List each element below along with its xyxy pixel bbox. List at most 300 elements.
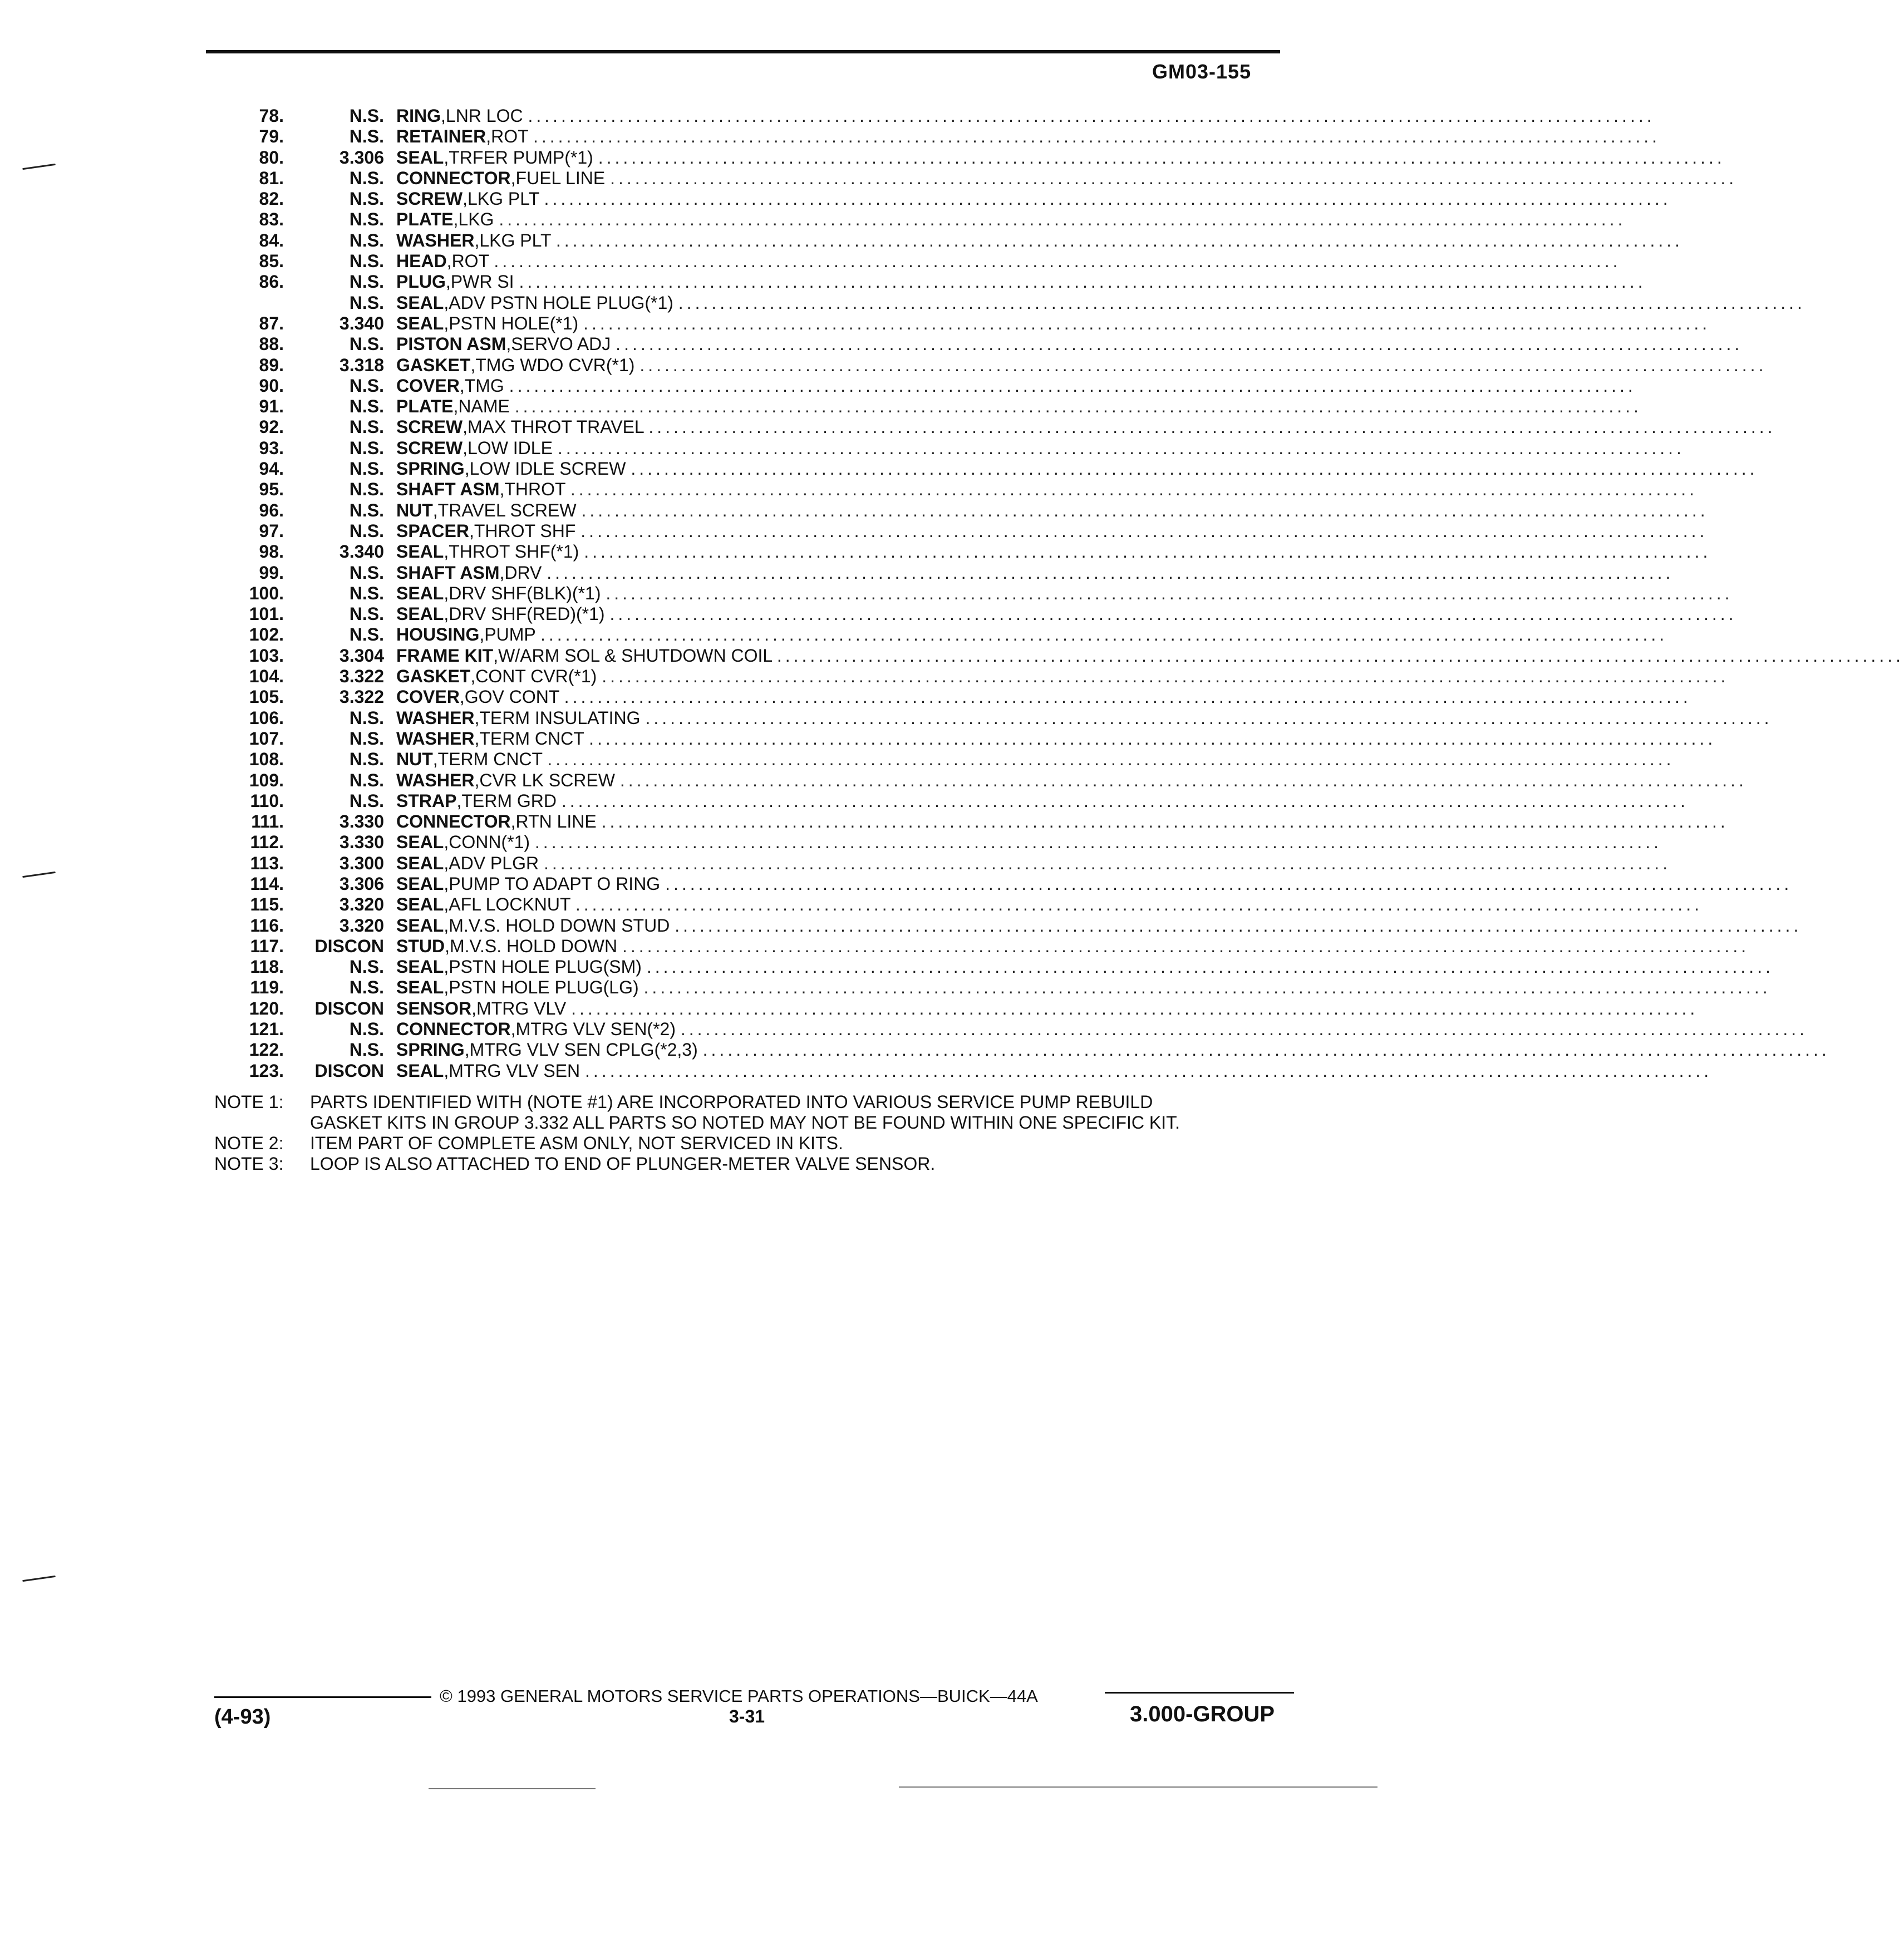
part-noun: WASHER <box>396 728 475 749</box>
part-description <box>396 459 1758 479</box>
item-number: 113. <box>250 853 284 873</box>
item-number: 91. <box>259 396 284 417</box>
part-noun: GASKET <box>396 666 471 687</box>
item-number: 104. <box>249 666 284 687</box>
dot-leader: ........................................................................................................................................ <box>598 147 1725 168</box>
group-code: N.S. <box>349 957 384 977</box>
dot-leader: ........................................................................................................................................ <box>509 375 1636 396</box>
part-row <box>223 624 1668 645</box>
part-noun: COVER <box>396 375 460 396</box>
part-description <box>396 873 1793 894</box>
note <box>214 1133 1300 1154</box>
item-number: 101. <box>249 604 284 624</box>
part-noun: FRAME KIT <box>396 645 494 666</box>
dot-leader: ........................................................................................................................................ <box>680 1019 1808 1040</box>
part-description <box>396 915 1802 936</box>
part-description <box>396 375 1636 396</box>
part-row <box>223 126 1661 147</box>
item-number: 116. <box>250 915 284 936</box>
dot-leader: ........................................................................................................................................ <box>581 500 1709 520</box>
part-qualifier: ,DRV SHF(BLK)(*1) <box>444 583 601 603</box>
part-noun: SEAL <box>396 873 444 894</box>
part-qualifier: ,THROT SHF(*1) <box>444 542 579 562</box>
part-description <box>396 209 1626 230</box>
group-code: 3.320 <box>339 915 384 936</box>
part-row <box>223 459 1758 479</box>
part-qualifier: ,TRAVEL SCREW <box>432 500 577 520</box>
part-qualifier: ,PWR SI <box>445 272 514 292</box>
part-qualifier: ,MAX THROT TRAVEL <box>463 417 644 437</box>
part-qualifier: ,M.V.S. HOLD DOWN STUD <box>444 915 670 936</box>
part-row <box>223 687 1691 707</box>
dot-leader: ........................................................................................................................................ <box>557 437 1685 458</box>
scan-line <box>429 1788 596 1789</box>
part-row <box>223 873 1793 894</box>
part-row <box>223 479 1698 500</box>
part-description <box>396 936 1750 957</box>
dot-leader: ........................................................................................................................................ <box>678 292 1805 313</box>
item-number: 87. <box>259 313 284 333</box>
part-row <box>223 520 1708 542</box>
group-code: DISCON <box>314 998 384 1018</box>
part-row <box>223 666 1729 687</box>
part-qualifier: ,DRV <box>499 562 542 583</box>
group-code: 3.322 <box>339 666 384 687</box>
part-noun: WASHER <box>396 707 475 728</box>
item-number: 118. <box>250 957 284 977</box>
part-description <box>396 687 1691 707</box>
part-description <box>396 126 1661 147</box>
group-code: 3.306 <box>339 873 384 894</box>
part-noun: SHAFT ASM <box>396 479 500 500</box>
group-code: N.S. <box>349 375 384 396</box>
dot-leader: ........................................................................................................................................ <box>519 272 1646 292</box>
part-row <box>223 251 1621 272</box>
part-description <box>396 542 1711 562</box>
part-description <box>396 728 1716 749</box>
part-noun: PLUG <box>396 272 446 292</box>
note-text: ITEM PART OF COMPLETE ASM ONLY, NOT SERVICED IN KITS. <box>310 1133 843 1153</box>
group-code: N.S. <box>349 583 384 603</box>
item-number: 90. <box>259 375 284 396</box>
part-qualifier: ,TERM CNCT <box>474 728 584 749</box>
part-description <box>396 624 1668 645</box>
part-row <box>223 728 1716 749</box>
item-number: 123. <box>249 1060 284 1081</box>
part-row <box>223 811 1729 832</box>
group-code: N.S. <box>349 728 384 749</box>
item-number: 100. <box>249 583 284 603</box>
dot-leader: ........................................................................................................................................ <box>584 542 1711 562</box>
dot-leader: ........................................................................................................................................ <box>585 1060 1713 1081</box>
part-row <box>223 106 1655 126</box>
part-qualifier: ,PSTN HOLE(*1) <box>444 313 579 333</box>
note-label: NOTE 2: <box>214 1133 284 1153</box>
part-row <box>223 500 1709 521</box>
group-code: N.S. <box>349 126 384 147</box>
group-code: N.S. <box>349 500 384 520</box>
item-number: 80. <box>259 147 284 168</box>
part-row <box>223 437 1685 459</box>
group-code: N.S. <box>349 520 384 541</box>
part-noun: COVER <box>396 687 460 707</box>
item-number: 111. <box>251 811 284 832</box>
part-description <box>396 1060 1713 1081</box>
part-qualifier: ,NAME <box>453 396 510 417</box>
part-qualifier: ,PSTN HOLE PLUG(LG) <box>444 977 639 998</box>
group-code: 3.320 <box>339 894 384 915</box>
group-code: N.S. <box>349 272 384 292</box>
dot-leader: ........................................................................................................................................ <box>610 168 1738 188</box>
group-code: 3.340 <box>339 542 384 562</box>
item-number: 96. <box>259 500 284 520</box>
note-label: NOTE 3: <box>214 1154 284 1174</box>
part-description <box>396 396 1642 417</box>
dot-leader: ........................................................................................................................................ <box>606 583 1733 603</box>
part-noun: SCREW <box>396 437 463 458</box>
part-qualifier: ,MTRG VLV SEN(*2) <box>510 1019 676 1040</box>
dot-leader: ........................................................................................................................................ <box>564 687 1691 707</box>
dot-leader: ........................................................................................................................................ <box>571 998 1699 1018</box>
part-row <box>223 542 1711 562</box>
group-code: N.S. <box>349 770 384 790</box>
part-row <box>223 209 1626 230</box>
part-qualifier: ,M.V.S. HOLD DOWN <box>445 936 618 956</box>
part-noun: WASHER <box>396 770 475 790</box>
part-row <box>223 749 1675 770</box>
part-qualifier: ,TERM GRD <box>456 790 557 811</box>
part-qualifier: ,ROT <box>486 126 529 147</box>
part-description <box>396 957 1774 977</box>
part-noun: SEAL <box>396 832 444 853</box>
part-noun: PLATE <box>396 396 454 417</box>
part-row <box>223 292 1805 313</box>
note-label: NOTE 1: <box>214 1092 284 1112</box>
part-row <box>223 334 1743 355</box>
item-number: 122. <box>249 1040 284 1060</box>
part-row <box>223 272 1646 292</box>
part-noun: SPRING <box>396 1040 465 1060</box>
part-noun: SCREW <box>396 417 463 437</box>
note <box>214 1092 1300 1133</box>
part-description <box>396 894 1703 915</box>
item-number: 114. <box>250 873 284 894</box>
group-code: N.S. <box>349 479 384 500</box>
part-description <box>396 998 1699 1019</box>
item-number: 102. <box>249 624 284 645</box>
part-description <box>396 1040 1830 1060</box>
part-description <box>396 417 1776 437</box>
part-noun: NUT <box>396 749 433 770</box>
part-description <box>396 437 1685 459</box>
part-noun: PLATE <box>396 209 454 230</box>
dot-leader: ........................................................................................................................................ <box>645 707 1773 728</box>
item-number: 78. <box>259 106 284 126</box>
part-row <box>223 355 1767 376</box>
part-description <box>396 853 1671 874</box>
part-noun: HEAD <box>396 251 447 272</box>
part-noun: SEAL <box>396 853 444 873</box>
dot-leader: ........................................................................................................................................ <box>648 417 1776 437</box>
part-description <box>396 355 1767 376</box>
dot-leader: ........................................................................................................................................ <box>528 106 1655 126</box>
dot-leader: ........................................................................................................................................ <box>570 479 1698 500</box>
part-qualifier: ,PUMP TO ADAPT O RING <box>444 873 661 894</box>
copyright-line: © 1993 GENERAL MOTORS SERVICE PARTS OPERATIONS—BUICK—44A <box>440 1686 1038 1706</box>
scan-line <box>899 1786 1377 1788</box>
part-noun: SHAFT ASM <box>396 562 500 583</box>
dot-leader: ........................................................................................................................................ <box>622 936 1750 956</box>
part-row <box>223 977 1771 998</box>
part-qualifier: ,LNR LOC <box>441 106 523 126</box>
part-description <box>396 500 1709 521</box>
item-number: 120. <box>249 998 284 1018</box>
item-number: 109. <box>249 770 284 790</box>
part-description <box>396 811 1729 832</box>
item-number: 98. <box>259 542 284 562</box>
part-description <box>396 1019 1808 1040</box>
part-description <box>396 230 1684 251</box>
part-row <box>223 998 1699 1019</box>
part-qualifier: ,TMG <box>459 375 504 396</box>
part-qualifier: ,ADV PLGR <box>444 853 539 873</box>
part-description <box>396 106 1655 126</box>
part-noun: SPRING <box>396 459 465 479</box>
part-description <box>396 520 1708 542</box>
item-number: 94. <box>259 459 284 479</box>
group-code: DISCON <box>314 936 384 956</box>
part-qualifier: ,TRFER PUMP(*1) <box>444 147 593 168</box>
part-noun: RETAINER <box>396 126 486 147</box>
group-code: N.S. <box>349 437 384 458</box>
item-number: 95. <box>259 479 284 500</box>
part-row <box>223 957 1774 977</box>
part-qualifier: ,CONN(*1) <box>444 832 530 853</box>
part-row <box>223 915 1802 936</box>
dot-leader: ........................................................................................................................................ <box>639 355 1767 375</box>
part-row <box>223 583 1733 604</box>
part-description <box>396 334 1743 355</box>
dot-leader: ........................................................................................................................................ <box>547 749 1675 770</box>
part-noun: SEAL <box>396 292 444 313</box>
part-description <box>396 313 1711 334</box>
dot-leader: ........................................................................................................................................ <box>543 853 1671 873</box>
group-code: N.S. <box>349 707 384 728</box>
item-number: 93. <box>259 437 284 458</box>
group-code: N.S. <box>349 209 384 230</box>
part-row <box>223 396 1642 417</box>
part-noun: WASHER <box>396 230 475 250</box>
part-description <box>396 645 1904 666</box>
page-number: 3-31 <box>729 1706 765 1726</box>
scan-mark <box>22 164 56 170</box>
part-noun: HOUSING <box>396 624 480 645</box>
group-code: N.S. <box>349 790 384 811</box>
item-number: 81. <box>259 168 284 188</box>
group-code: N.S. <box>349 977 384 998</box>
group-code: N.S. <box>349 417 384 437</box>
part-qualifier: ,MTRG VLV <box>471 998 567 1018</box>
item-number: 97. <box>259 520 284 541</box>
part-qualifier: ,TERM CNCT <box>432 749 543 770</box>
part-qualifier: ,TMG WDO CVR(*1) <box>470 355 635 375</box>
part-row <box>223 1040 1830 1060</box>
item-number: 107. <box>249 728 284 749</box>
part-qualifier: ,TERM INSULATING <box>474 707 641 728</box>
group-code: N.S. <box>349 396 384 417</box>
part-qualifier: ,CVR LK SCREW <box>474 770 615 790</box>
dot-leader: ........................................................................................................................................ <box>665 873 1793 894</box>
part-row <box>223 853 1671 874</box>
item-number: 105. <box>249 687 284 707</box>
part-qualifier: ,LOW IDLE SCREW <box>464 459 626 479</box>
group-code: N.S. <box>349 624 384 645</box>
group-code: 3.340 <box>339 313 384 333</box>
group-code: N.S. <box>349 334 384 355</box>
part-noun: SPACER <box>396 520 469 541</box>
item-number: 82. <box>259 189 284 209</box>
scan-mark <box>22 1576 56 1582</box>
dot-leader: ........................................................................................................................................ <box>631 459 1758 479</box>
dot-leader: ........................................................................................................................................ <box>583 313 1711 333</box>
item-number: 88. <box>259 334 284 355</box>
item-number: 112. <box>250 832 284 853</box>
part-noun: PISTON ASM <box>396 334 506 355</box>
note <box>214 1154 1300 1174</box>
item-number: 110. <box>250 790 284 811</box>
part-description <box>396 147 1725 168</box>
part-qualifier: ,RTN LINE <box>510 811 597 832</box>
group-code: N.S. <box>349 604 384 624</box>
item-number: 85. <box>259 251 284 272</box>
part-description <box>396 479 1698 500</box>
part-description <box>396 251 1621 272</box>
group-code: N.S. <box>349 189 384 209</box>
part-row <box>223 790 1689 811</box>
dot-leader: ........................................................................................................................................ <box>643 977 1771 998</box>
item-number: 92. <box>259 417 284 437</box>
part-description <box>396 707 1773 729</box>
group-code: N.S. <box>349 1040 384 1060</box>
part-row <box>223 147 1725 168</box>
group-code: 3.318 <box>339 355 384 375</box>
part-description <box>396 292 1805 313</box>
part-noun: RING <box>396 106 441 126</box>
part-qualifier: ,MTRG VLV SEN CPLG(*2,3) <box>464 1040 698 1060</box>
item-number: 115. <box>250 894 284 915</box>
group-code: 3.304 <box>339 645 384 666</box>
footer-rule-right <box>1105 1692 1294 1694</box>
part-description <box>396 189 1671 209</box>
part-qualifier: ,GOV CONT <box>459 687 559 707</box>
item-number: 79. <box>259 126 284 147</box>
part-qualifier: ,LKG PLT <box>474 230 551 250</box>
part-noun: SEAL <box>396 915 444 936</box>
item-number: 89. <box>259 355 284 375</box>
part-noun: CONNECTOR <box>396 1019 511 1040</box>
dot-leader: ........................................................................................................................................ <box>514 396 1642 417</box>
part-noun: STUD <box>396 936 445 956</box>
dot-leader: ........................................................................................................................................ <box>540 624 1668 645</box>
part-qualifier: ,PUMP <box>479 624 536 645</box>
part-qualifier: ,ADV PSTN HOLE PLUG(*1) <box>444 292 673 313</box>
item-number: 86. <box>259 272 284 292</box>
group-code: N.S. <box>349 459 384 479</box>
group-code: 3.322 <box>339 687 384 707</box>
part-noun: SEAL <box>396 542 444 562</box>
dot-leader: ........................................................................................................................................ <box>646 957 1774 977</box>
note-text: PARTS IDENTIFIED WITH (NOTE #1) ARE INCORPORATED INTO VARIOUS SERVICE PUMP REBUILD <box>310 1092 1153 1112</box>
part-noun: CONNECTOR <box>396 811 511 832</box>
group-code: N.S. <box>349 292 384 313</box>
item-number: 117. <box>250 936 284 956</box>
notes-section <box>214 1092 1300 1174</box>
part-noun: SEAL <box>396 313 444 333</box>
dot-leader: ........................................................................................................................................ <box>533 126 1661 147</box>
part-qualifier: ,CONT CVR(*1) <box>470 666 597 687</box>
part-row <box>223 1019 1808 1040</box>
part-row <box>223 375 1636 396</box>
part-noun: GASKET <box>396 355 471 375</box>
part-row <box>223 1060 1713 1081</box>
part-row <box>223 417 1776 437</box>
group-code: N.S. <box>349 106 384 126</box>
part-row <box>223 645 1904 666</box>
part-description <box>396 272 1646 292</box>
item-number: 106. <box>249 707 284 728</box>
group-code: N.S. <box>349 168 384 188</box>
part-qualifier: ,PSTN HOLE PLUG(SM) <box>444 957 642 977</box>
part-qualifier: ,LKG <box>453 209 494 230</box>
part-noun: SENSOR <box>396 998 472 1018</box>
part-noun: SEAL <box>396 977 444 998</box>
item-number: 108. <box>249 749 284 770</box>
part-description <box>396 666 1729 687</box>
item-number: 84. <box>259 230 284 250</box>
group-code: 3.330 <box>339 832 384 853</box>
part-noun: SEAL <box>396 894 444 915</box>
group-code: N.S. <box>349 230 384 250</box>
part-description <box>396 168 1738 189</box>
item-number: 121. <box>249 1019 284 1040</box>
part-noun: SEAL <box>396 957 444 977</box>
group-code: DISCON <box>314 1060 384 1081</box>
dot-leader: ........................................................................................................................................ <box>494 251 1621 272</box>
part-qualifier: ,W/ARM SOL & SHUTDOWN COIL <box>493 645 772 666</box>
part-noun: NUT <box>396 500 433 520</box>
group-code: 3.330 <box>339 811 384 832</box>
item-number: 103. <box>249 645 284 666</box>
footer-rule-left <box>214 1696 431 1698</box>
part-qualifier: ,ROT <box>446 251 489 272</box>
part-row <box>223 562 1674 583</box>
dot-leader: ........................................................................................................................................ <box>544 189 1671 209</box>
dot-leader: ........................................................................................................................................ <box>616 334 1743 355</box>
part-qualifier: ,THROT SHF <box>469 520 576 541</box>
part-noun: SEAL <box>396 1060 444 1081</box>
dot-leader: ........................................................................................................................................ <box>575 894 1703 915</box>
dot-leader: ........................................................................................................................................ <box>702 1040 1830 1060</box>
part-description <box>396 770 1747 791</box>
dot-leader: ........................................................................................................................................ <box>499 209 1626 230</box>
part-noun: SEAL <box>396 604 444 624</box>
note-text: GASKET KITS IN GROUP 3.332 ALL PARTS SO NOTED MAY NOT BE FOUND WITHIN ONE SPECIFIC KIT. <box>310 1113 1180 1133</box>
part-qualifier: ,AFL LOCKNUT <box>444 894 570 915</box>
part-description <box>396 749 1675 770</box>
part-row <box>223 707 1773 729</box>
dot-leader: ........................................................................................................................................ <box>619 770 1747 790</box>
part-row <box>223 230 1684 251</box>
